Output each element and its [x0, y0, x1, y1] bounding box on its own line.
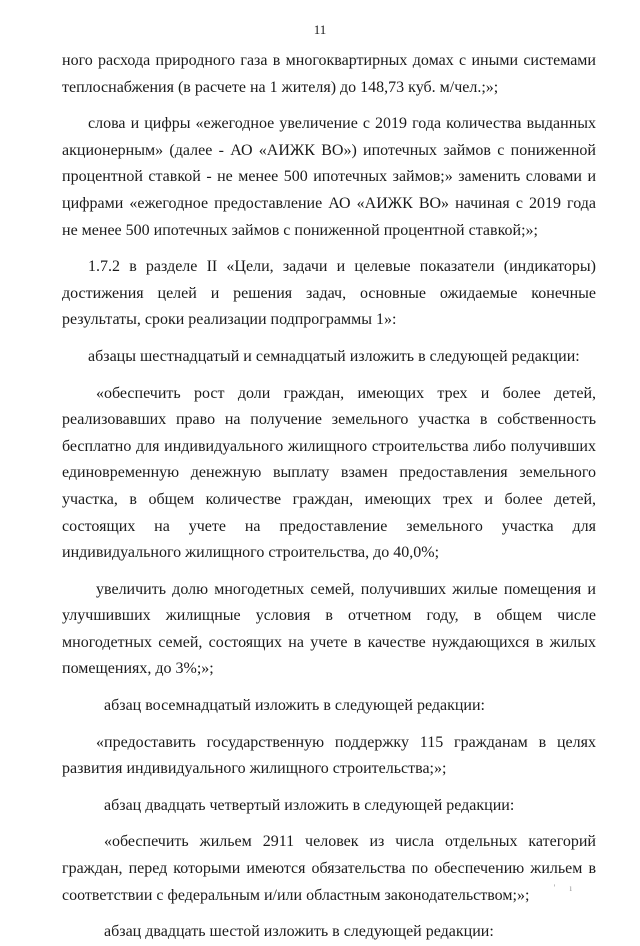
- paragraph-words-replacement: слова и цифры «ежегодное увеличение с 2019 года количества выданных акционерным» (далее - АО «АИЖК ВО») ипотечных займов с пониженной процентной ставкой - не менее 500 ипотечных займов;» заменить словами и цифрами «ежегодное предоставление АО «АИЖК ВО» начиная с 2019 года не менее 500 ипотечных займов с пониженной процентной ставкой;»;: [62, 115, 596, 239]
- paragraph-quote-large-families-land: «обеспечить рост доли граждан, имеющих трех и более детей, реализовавших право на получение земельного участка в собственность бесплатно для индивидуального жилищного строительства либо получивших единовременную денежную выплату взамен предоставления земельного участка, в общем количестве граждан, имеющих трех и более детей, состоящих на учете на предоставление земельного участка для индивидуального жилищного строительства, до 40,0%;: [62, 384, 596, 562]
- page-number: 11: [313, 22, 327, 37]
- paragraph-continuation: ного расхода природного газа в многоквартирных домах с иными системами теплоснабжения (в расчете на 1 жителя) до 148,73 куб. м/чел.;»;: [62, 52, 596, 96]
- paragraph-quote-state-support: «предоставить государственную поддержку 115 гражданам в целях развития индивидуального жилищного строительства;»;: [62, 733, 596, 778]
- paragraph-quote-housing-2911: «обеспечить жильем 2911 человек из числа отдельных категорий граждан, перед которыми имеются обязательства по обеспечению жильем в соответствии с федеральным и/или областным законодательством;»;: [62, 833, 596, 904]
- document-body: [62, 48, 596, 946]
- paragraph-quote-large-families-housing: увеличить долю многодетных семей, получивших жилые помещения и улучшивших жилищные условия в отчетном году, в общем числе многодетных семей, состоящих на учете в качестве нуждающихся в жилых помещениях, до 3%;»;: [62, 580, 596, 678]
- paragraph-abzac-24: абзац двадцать четвертый изложить в следующей редакции:: [104, 796, 515, 814]
- paragraph-abzac-18: абзац восемнадцатый изложить в следующей редакции:: [104, 697, 485, 715]
- paragraph-abzac-26: абзац двадцать шестой изложить в следующей редакции:: [104, 923, 494, 941]
- paragraph-abzacy-16-17: абзацы шестнадцатый и семнадцатый изложить в следующей редакции:: [88, 347, 580, 365]
- scan-corner-marks: ' ı: [553, 883, 578, 893]
- paragraph-section-ii: 1.7.2 в разделе II «Цели, задачи и целевые показатели (индикаторы) достижения целей и решения задач, основные ожидаемые конечные результаты, сроки реализации подпрограммы 1»:: [62, 258, 596, 329]
